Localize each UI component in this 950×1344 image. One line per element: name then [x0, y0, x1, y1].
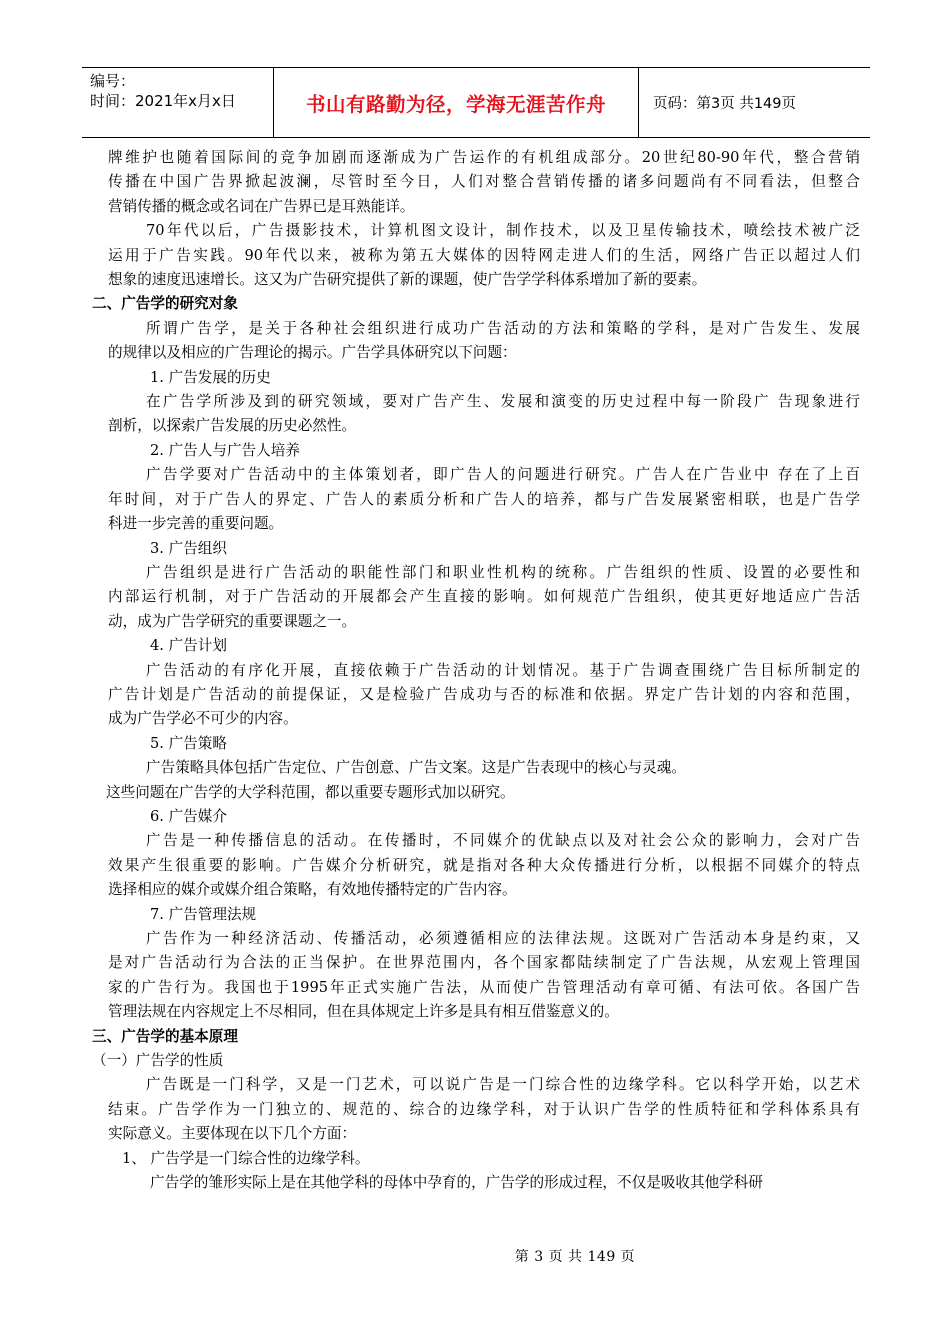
text-line: 营销传播的概念或名词在广告界已是耳熟能详。	[108, 197, 415, 215]
text-line: 年时间，对于广告人的界定、广告人的素质分析和广告人的培养，都与广告发展紧密相联，也是广告学	[108, 490, 860, 508]
numbered-heading: 1. 广告发展的历史	[150, 368, 271, 386]
numbered-heading: 6. 广告媒介	[150, 807, 227, 825]
text-line: 广告计划是广告活动的前提保证，又是检验广告成功与否的标准和依据。界定广告计划的内容和范围，	[108, 685, 860, 703]
text-line: 广告活动的有序化开展，直接依赖于广告活动的计划情况。基于广告调查围绕广告目标所制定的	[146, 661, 860, 679]
text-line: 传播在中国广告界掀起波澜，尽管时至今日，人们对整合营销传播的诸多问题尚有不同看法，但整合	[108, 173, 860, 191]
list-item: 1、 广告学是一门综合性的边缘学科。	[122, 1149, 370, 1167]
text-line: 广告作为一种经济活动、传播活动，必须遵循相应的法律法规。这既对广告活动本身是约束，又	[146, 930, 860, 947]
text-line: 广告学的雏形实际上是在其他学科的母体中孕育的，广告学的形成过程，不仅是吸收其他学科研	[150, 1174, 763, 1192]
numbered-heading: 5. 广告策略	[150, 734, 227, 752]
header-page-code: 页码：第3页 共149页	[653, 96, 797, 112]
page-header	[82, 67, 870, 138]
text-line: 运用于广告实践。90年代以来，被称为第五大媒体的因特网走进人们的生活，网络广告正以超过人们	[108, 246, 860, 264]
text-line: 广告组织是进行广告活动的职能性部门和职业性机构的统称。广告组织的性质、设置的必要性和	[146, 563, 860, 581]
text-line: 这些问题在广告学的大学科范围，都以重要专题形式加以研究。	[106, 783, 515, 801]
numbered-heading: 4. 广告计划	[150, 637, 227, 655]
section-heading: 三、广告学的基本原理	[92, 1027, 238, 1045]
text-line: 是对广告活动行为合法的正当保护。在世界范围内，各个国家都陆续制定了广告法规，从宏观上管理国	[108, 954, 860, 972]
text-line: 管理法规在内容规定上不尽相同，但在具体规定上许多是具有相互借鉴意义的。	[108, 1003, 619, 1021]
text-line: 科进一步完善的重要问题。	[108, 515, 284, 533]
numbered-heading: 7. 广告管理法规	[150, 905, 257, 923]
section-heading: 二、广告学的研究对象	[92, 295, 238, 313]
text-line: 70年代以后，广告摄影技术，计算机图文设计，制作技术，以及卫星传输技术，喷绘技术被广泛	[146, 222, 860, 240]
page-footer	[0, 1246, 950, 1266]
header-motto: 书山有路勤为径，学海无涯苦作舟	[274, 68, 639, 137]
text-line: 结束。广告学作为一门独立的、规范的、综合的边缘学科，对于认识广告学的性质特征和学科体系具有	[108, 1100, 860, 1118]
text-line: 动，成为广告学研究的重要课题之一。	[108, 612, 357, 630]
text-line: 成为广告学必不可少的内容。	[108, 710, 298, 728]
text-line: 广告是一种传播信息的活动。在传播时，不同媒介的优缺点以及对社会公众的影响力，会对广告	[146, 832, 860, 850]
text-line: 效果产生很重要的影响。广告媒介分析研究，就是指对各种大众传播进行分析，以根据不同媒介的特点	[108, 856, 860, 874]
document-number-label: 编号：	[90, 72, 136, 90]
text-line: 剖析，以探索广告发展的历史必然性。	[108, 417, 357, 435]
text-line: 实际意义。主要体现在以下几个方面：	[108, 1125, 357, 1143]
document-body	[92, 146, 860, 1195]
text-line: 在广告学所涉及到的研究领域，要对广告产生、发展和演变的历史过程中每一阶段广 告现象进行	[146, 393, 860, 411]
text-line: 内部运行机制，对于广告活动的开展都会产生直接的影响。如何规范广告组织，使其更好地适应广告活	[108, 588, 860, 606]
subsection-heading: （一）广告学的性质	[92, 1052, 224, 1070]
footer-page-number: 第 3 页 共 149 页	[514, 1249, 636, 1265]
document-time-label: 时间：2021年x月x日	[90, 92, 236, 110]
text-line: 广告策略具体包括广告定位、广告创意、广告文案。这是广告表现中的核心与灵魂。	[146, 759, 686, 777]
text-line: 牌维护也随着国际间的竞争加剧而逐渐成为广告运作的有机组成部分。20世纪80-90年代，整合营销	[108, 149, 860, 166]
numbered-heading: 3. 广告组织	[150, 539, 227, 557]
numbered-heading: 2. 广告人与广告人培养	[150, 441, 300, 459]
text-line: 的规律以及相应的广告理论的揭示。广告学具体研究以下问题：	[108, 344, 517, 362]
header-meta	[82, 68, 274, 137]
text-line: 想象的速度迅速增长。这又为广告研究提供了新的课题，使广告学学科体系增加了新的要素。	[108, 271, 707, 289]
text-line: 广告既是一门科学，又是一门艺术，可以说广告是一门综合性的边缘学科。它以科学开始，以艺术	[146, 1076, 860, 1094]
text-line: 选择相应的媒介或媒介组合策略，有效地传播特定的广告内容。	[108, 881, 517, 899]
text-line: 广告学要对广告活动中的主体策划者，即广告人的问题进行研究。广告人在广告业中 存在了上百	[146, 466, 860, 484]
text-line: 家的广告行为。我国也于1995年正式实施广告法，从而使广告管理活动有章可循、有法可依。各国广告	[108, 978, 860, 996]
text-line: 所谓广告学，是关于各种社会组织进行成功广告活动的方法和策略的学科，是对广告发生、发展	[146, 319, 860, 337]
